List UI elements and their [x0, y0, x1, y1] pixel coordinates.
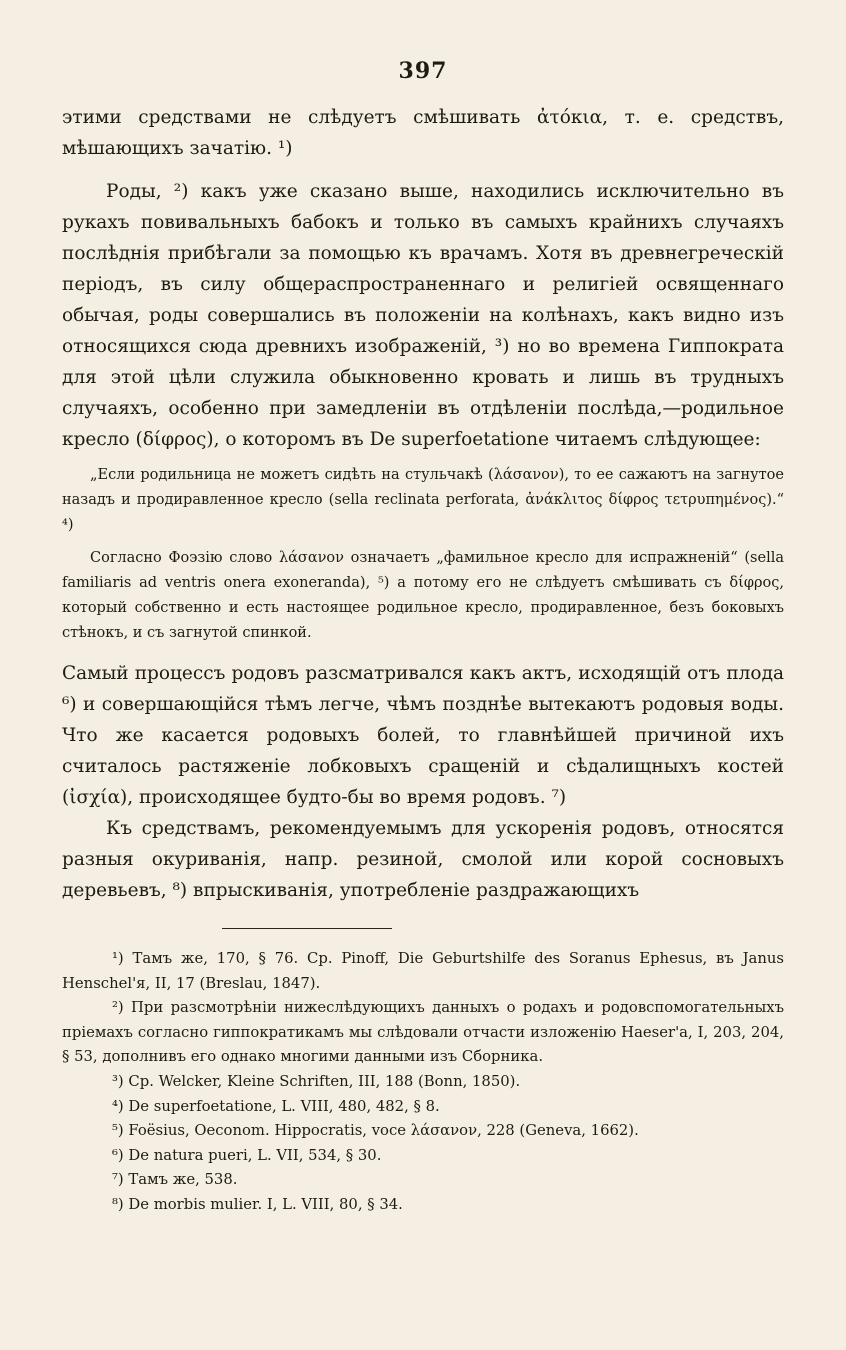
footnote-4: ⁴) De superfoetatione, L. VIII, 480, 482, § 8.	[112, 1097, 440, 1115]
paragraph-3: Самый процессъ родовъ разсматривался какъ актъ, исходящій отъ плода ⁶) и совершающійся тѣмъ легче, чѣмъ позднѣе вытекаютъ родовыя воды. Что же касается родовыхъ болей, то главнѣйшей причиной ихъ считалось растяженіе лобковыхъ сращеній и сѣдалищныхъ костей (ἰσχία), происходящее будто-бы во время родовъ. ⁷)	[62, 663, 784, 808]
footnote-7: ⁷) Тамъ же, 538.	[112, 1171, 238, 1189]
footnote-2: ²) При разсмотрѣніи нижеслѣдующихъ данныхъ о родахъ и родовспомогательныхъ пріемахъ согласно гиппократикамъ мы слѣдовали отчасти изложенію Haeser'а, I, 203, 204, § 53, дополнивъ его однако многими данными изъ Сборника.	[62, 999, 784, 1066]
footnote-8: ⁸) De morbis mulier. I, L. VIII, 80, § 34.	[112, 1195, 403, 1213]
quote-1: „Если родильница не можетъ сидѣть на стульчакѣ (λάσανον), то ее сажаютъ на загнутое назадъ и продиравленное кресло (sella reclinata perforata, ἀνάκλιτος δίφρος τετρυπημένος).“ ⁴)	[62, 467, 784, 533]
footnote-6: ⁶) De natura pueri, L. VII, 534, § 30.	[112, 1146, 382, 1164]
paragraph-1: этими средствами не слѣдуетъ смѣшивать ἀτόκια, т. е. средствъ, мѣшающихъ зачатію. ¹)	[62, 107, 784, 159]
page-number: 397	[398, 58, 448, 84]
paragraph-4: Къ средствамъ, рекомендуемымъ для ускоренія родовъ, относятся разныя окуриванія, напр. резиной, смолой или корой сосновыхъ деревьевъ, ⁸) впрыскиванія, употребленіе раздражающихъ	[62, 818, 784, 901]
footnote-5: ⁵) Foësius, Oeconom. Hippocratis, voce λάσανον, 228 (Geneva, 1662).	[112, 1122, 639, 1140]
footnote-3: ³) Cp. Welcker, Kleine Schriften, III, 188 (Bonn, 1850).	[112, 1072, 521, 1090]
paragraph-2: Роды, ²) какъ уже сказано выше, находились исключительно въ рукахъ повивальныхъ бабокъ и только въ самыхъ крайнихъ случаяхъ послѣднія прибѣгали за помощью къ врачамъ. Хотя въ древнегреческій періодъ, въ силу общераспространеннаго и религіей освященнаго обычая, роды совершались въ положеніи на колѣнахъ, какъ видно изъ относящихся сюда древнихъ изображеній, ³) но во времена Гиппократа для этой цѣли служила обыкновенно кровать и лишь въ трудныхъ случаяхъ, особенно при замедленіи въ отдѣленіи послѣда,—родильное кресло (δίφρος), о которомъ въ De superfoetatione читаемъ слѣдующее:	[62, 181, 784, 450]
quote-2: Согласно Фоэзію слово λάσανον означаетъ „фамильное кресло для испражненій“ (sella familiaris ad ventris onera exoneranda), ⁵) а потому его не слѣдуетъ смѣшивать съ δίφρος, который собственно и есть настоящее родильное кресло, продиравленное, безъ боковыхъ стѣнокъ, и съ загнутой спинкой.	[62, 550, 784, 641]
footnote-divider	[222, 928, 392, 929]
footnote-1: ¹) Тамъ же, 170, § 76. Cp. Pinoff, Die Geburtshilfe des Soranus Ephesus, въ Janus Henschel'я, II, 17 (Breslau, 1847).	[62, 950, 784, 992]
